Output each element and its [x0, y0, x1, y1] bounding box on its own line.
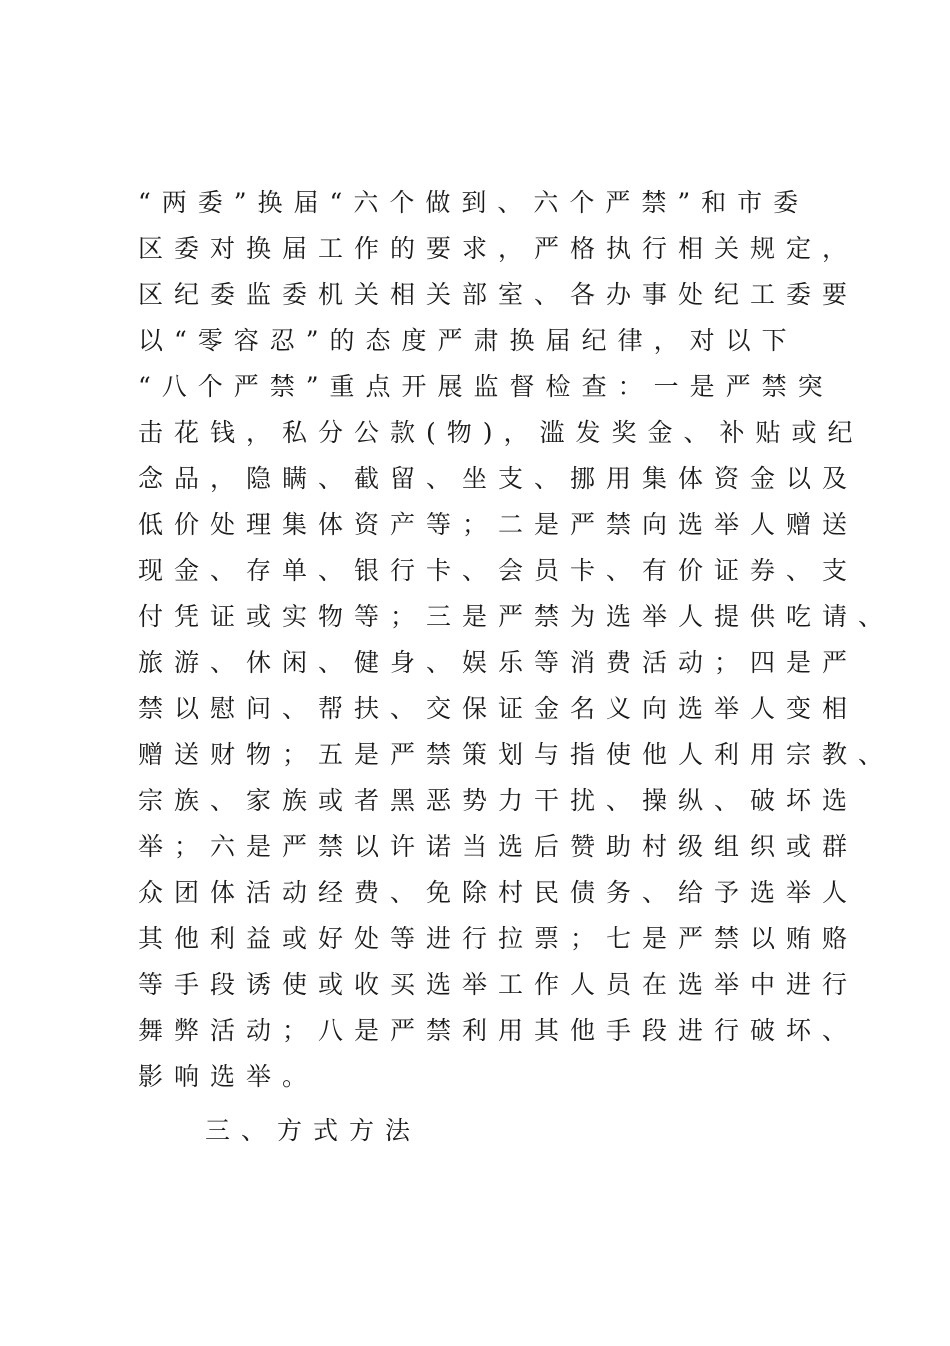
- paragraph-line: 举；六是严禁以许诺当选后赞助村级组织或群: [138, 832, 859, 861]
- paragraph-line: 区委对换届工作的要求，严格执行相关规定，: [138, 234, 859, 263]
- paragraph-line: 众团体活动经费、免除村民债务、给予选举人: [138, 878, 859, 907]
- paragraph-line: 以“零容忍”的态度严肃换届纪律，对以下: [138, 326, 798, 355]
- paragraph-line: 付凭证或实物等；三是严禁为选举人提供吃请、: [138, 602, 895, 631]
- paragraph-line: 旅游、休闲、健身、娱乐等消费活动；四是严: [138, 648, 859, 677]
- paragraph-line: 禁以慰问、帮扶、交保证金名义向选举人变相: [138, 694, 859, 723]
- paragraph-line: 现金、存单、银行卡、会员卡、有价证券、支: [138, 556, 859, 585]
- paragraph-line: 低价处理集体资产等；二是严禁向选举人赠送: [138, 510, 859, 539]
- paragraph-line: 区纪委监委机关相关部室、各办事处纪工委要: [138, 280, 859, 309]
- section-heading: 三、方式方法: [205, 1116, 422, 1145]
- paragraph-line: “八个严禁”重点开展监督检查：一是严禁突: [138, 372, 834, 401]
- paragraph-line: 其他利益或好处等进行拉票；七是严禁以贿赂: [138, 924, 859, 953]
- paragraph-line: 等手段诱使或收买选举工作人员在选举中进行: [138, 970, 859, 999]
- paragraph-line: 击花钱，私分公款(物)，滥发奖金、补贴或纪: [138, 418, 864, 447]
- paragraph-line: 念品，隐瞒、截留、坐支、挪用集体资金以及: [138, 464, 859, 493]
- paragraph-line: 赠送财物；五是严禁策划与指使他人利用宗教、: [138, 740, 895, 769]
- paragraph-line: 影响选举。: [138, 1062, 319, 1091]
- paragraph-line: 宗族、家族或者黑恶势力干扰、操纵、破坏选: [138, 786, 859, 815]
- paragraph-line: “两委”换届“六个做到、六个严禁”和市委: [138, 188, 810, 217]
- paragraph-line: 舞弊活动；八是严禁利用其他手段进行破坏、: [138, 1016, 859, 1045]
